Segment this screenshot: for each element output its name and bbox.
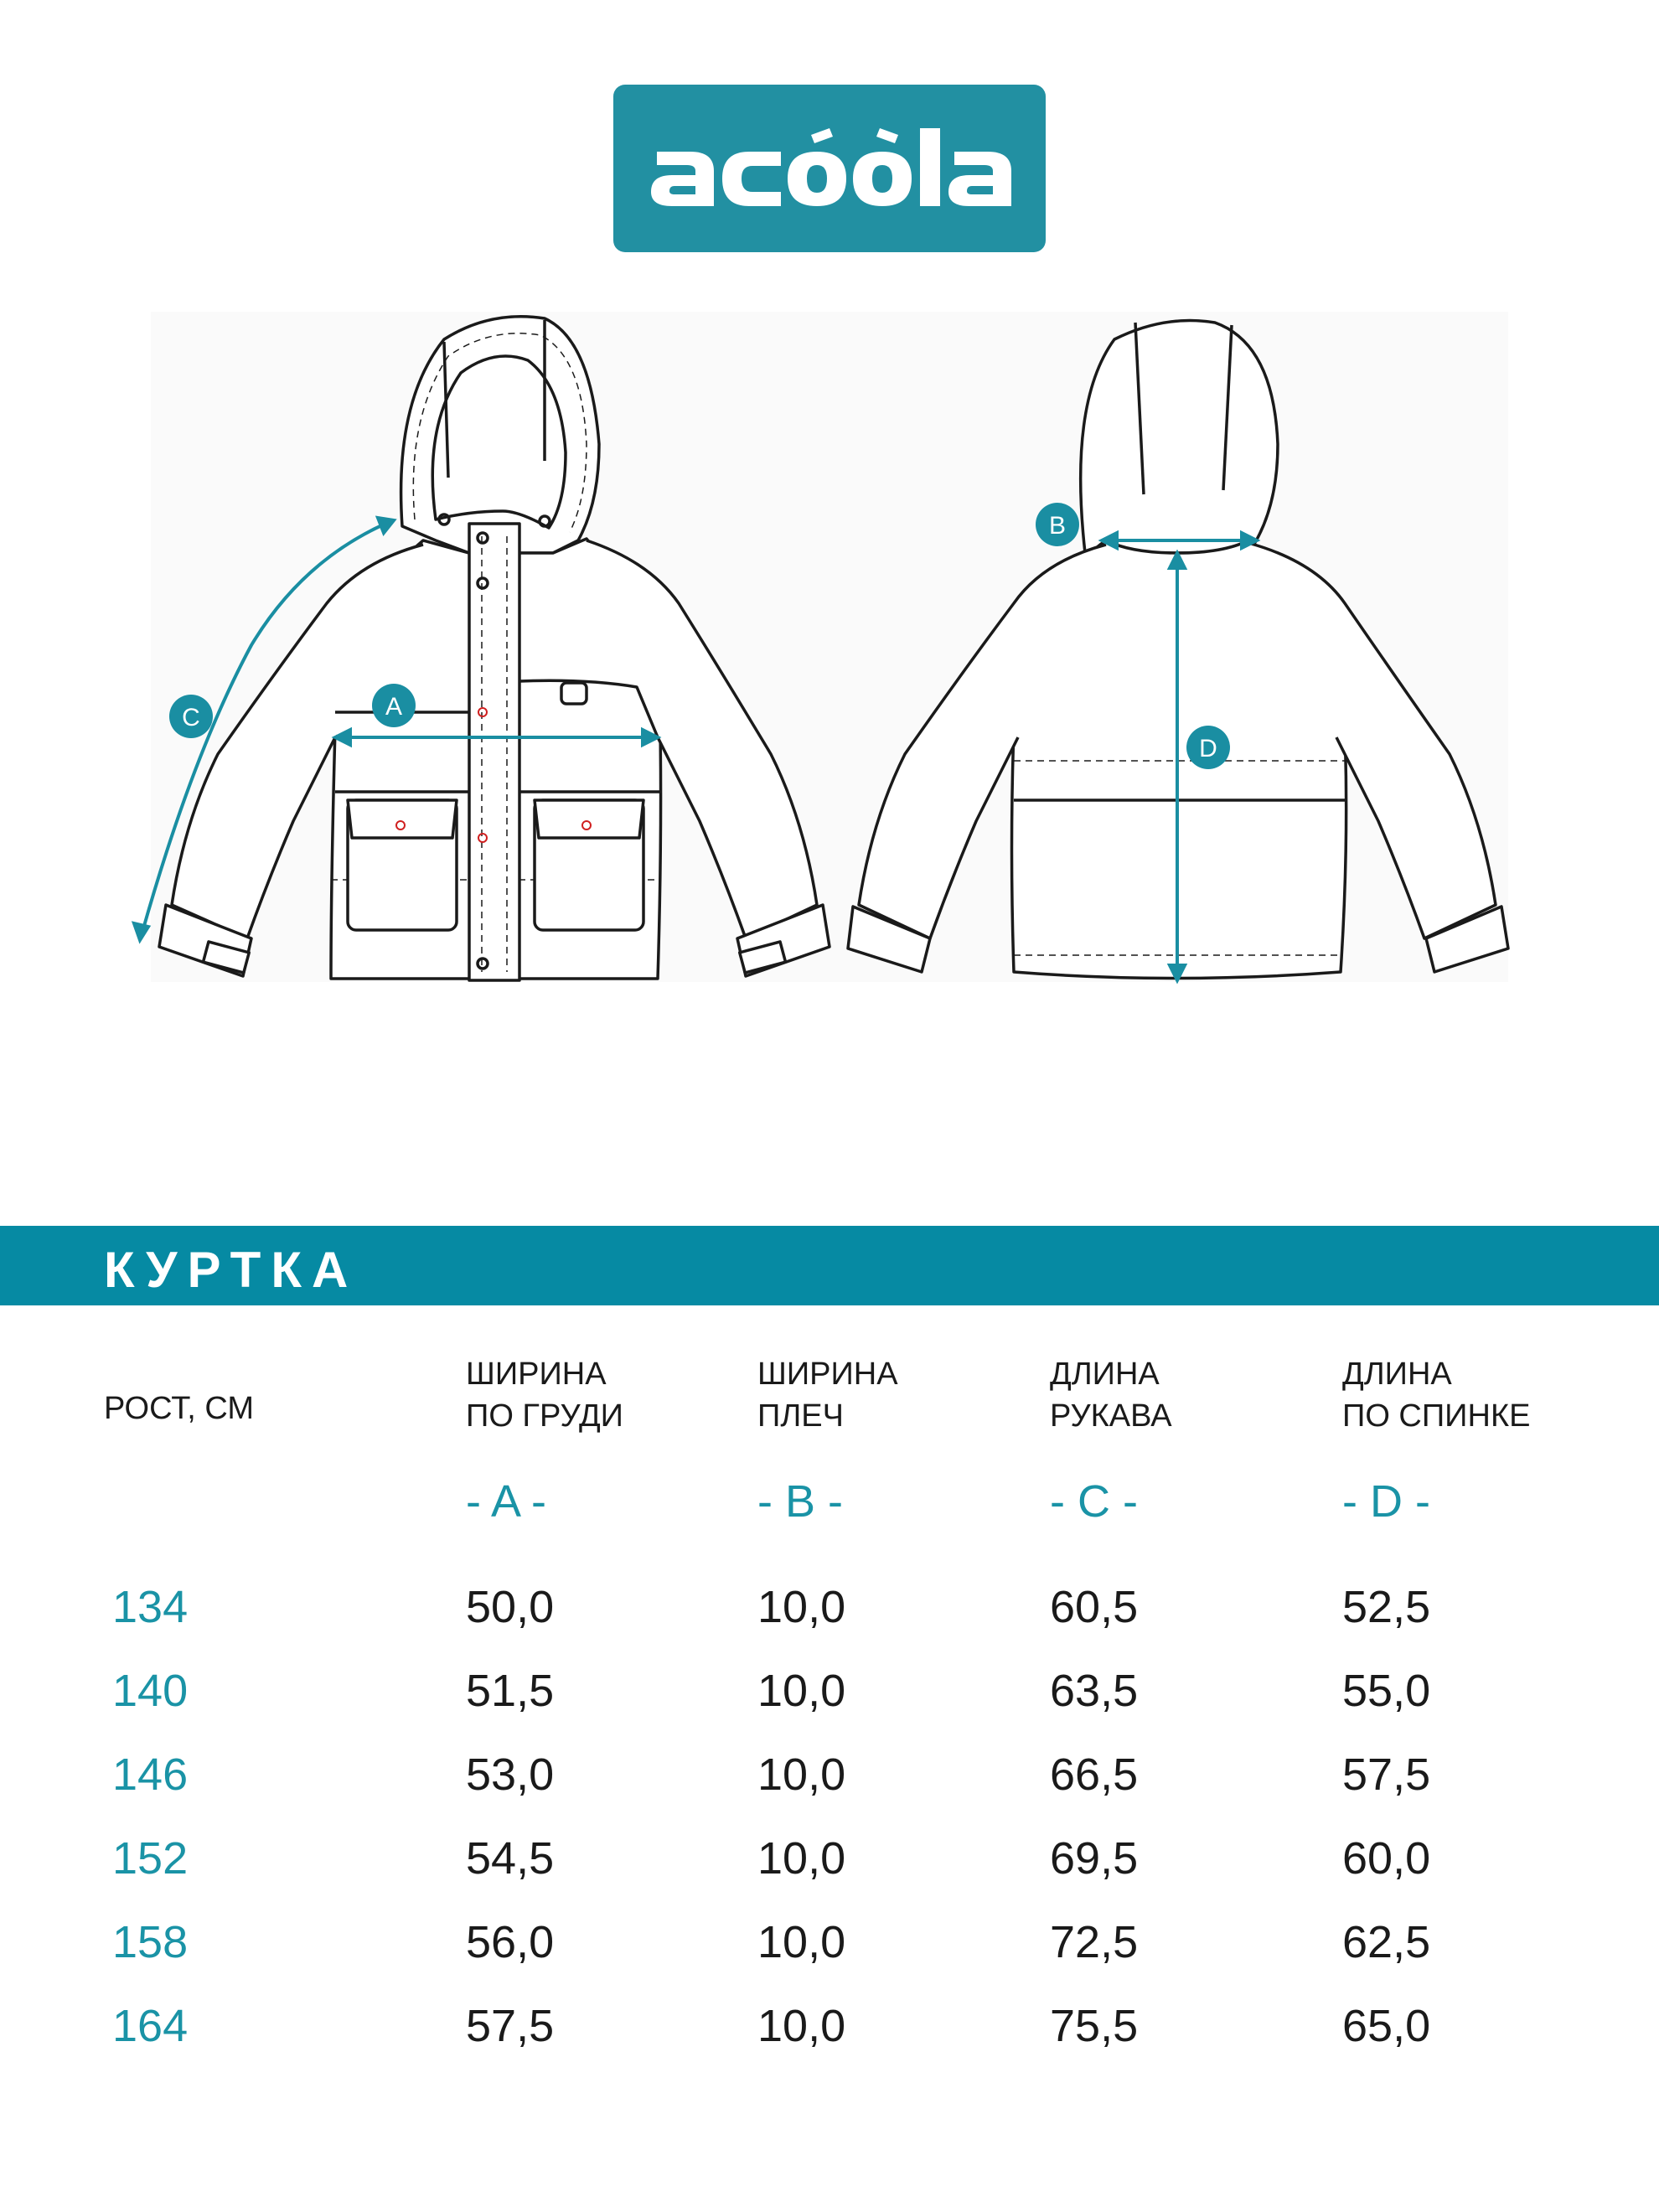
column-header-d <box>1342 1353 1530 1437</box>
column-header-d-line1: ДЛИНА <box>1342 1357 1452 1392</box>
value-cell-c: 69,5 <box>1050 1833 1139 1884</box>
value-cell-b: 10,0 <box>757 1749 846 1800</box>
table-row <box>0 1829 1659 1896</box>
value-cell-c: 72,5 <box>1050 1917 1139 1967</box>
column-header-b-line1: ШИРИНА <box>757 1357 898 1392</box>
jacket-diagram <box>0 302 1659 1005</box>
brand-logo-wordmark <box>613 85 1046 252</box>
height-header <box>104 1388 254 1429</box>
svg-text:A: A <box>385 693 403 721</box>
column-header-c-line1: ДЛИНА <box>1050 1357 1160 1392</box>
value-cell-d: 60,0 <box>1342 1833 1431 1884</box>
value-cell-d: 52,5 <box>1342 1582 1431 1632</box>
svg-text:D: D <box>1199 735 1217 762</box>
value-cell-c: 60,5 <box>1050 1582 1139 1632</box>
value-cell-a: 54,5 <box>466 1833 555 1884</box>
value-cell-a: 50,0 <box>466 1582 555 1632</box>
value-cell-a: 51,5 <box>466 1666 555 1716</box>
column-header-b <box>757 1353 898 1437</box>
height-cell: 164 <box>112 2001 189 2051</box>
height-cell: 134 <box>112 1582 189 1632</box>
value-cell-d: 65,0 <box>1342 2001 1431 2051</box>
table-row <box>0 1997 1659 2064</box>
section-title: КУРТКА <box>104 1242 359 1298</box>
table-row <box>0 1913 1659 1980</box>
column-header-d-line2: ПО СПИНКЕ <box>1342 1398 1531 1434</box>
value-cell-b: 10,0 <box>757 1917 846 1967</box>
height-cell: 146 <box>112 1749 189 1800</box>
column-code-b: - B - <box>757 1476 843 1527</box>
value-cell-b: 10,0 <box>757 2001 846 2051</box>
column-header-c-line2: РУКАВА <box>1050 1398 1172 1434</box>
svg-text:B: B <box>1048 512 1067 540</box>
column-code-c: - C - <box>1050 1476 1138 1527</box>
value-cell-c: 63,5 <box>1050 1666 1139 1716</box>
column-header-a-line2: ПО ГРУДИ <box>466 1398 623 1434</box>
table-row <box>0 1745 1659 1812</box>
brand-logo <box>613 85 1046 252</box>
table-row <box>0 1578 1659 1645</box>
value-cell-a: 53,0 <box>466 1749 555 1800</box>
height-cell: 158 <box>112 1917 189 1967</box>
value-cell-a: 57,5 <box>466 2001 555 2051</box>
svg-text:C: C <box>182 704 200 731</box>
value-cell-b: 10,0 <box>757 1666 846 1716</box>
value-cell-c: 66,5 <box>1050 1749 1139 1800</box>
column-header-c <box>1050 1353 1172 1437</box>
marker-d <box>1186 726 1230 769</box>
table-row <box>0 1662 1659 1729</box>
column-code-d: - D - <box>1342 1476 1430 1527</box>
value-cell-b: 10,0 <box>757 1833 846 1884</box>
height-cell: 152 <box>112 1833 189 1884</box>
column-header-a <box>466 1353 623 1437</box>
column-header-a-line1: ШИРИНА <box>466 1357 607 1392</box>
column-header-b-line2: ПЛЕЧ <box>757 1398 844 1434</box>
value-cell-d: 62,5 <box>1342 1917 1431 1967</box>
value-cell-d: 55,0 <box>1342 1666 1431 1716</box>
marker-c <box>169 695 213 738</box>
value-cell-a: 56,0 <box>466 1917 555 1967</box>
marker-b <box>1036 503 1079 546</box>
value-cell-b: 10,0 <box>757 1582 846 1632</box>
value-cell-d: 57,5 <box>1342 1749 1431 1800</box>
height-cell: 140 <box>112 1666 189 1716</box>
column-code-a: - A - <box>466 1476 547 1527</box>
marker-a <box>372 684 416 727</box>
value-cell-c: 75,5 <box>1050 2001 1139 2051</box>
height-header-label: РОСТ, СМ <box>104 1391 255 1426</box>
